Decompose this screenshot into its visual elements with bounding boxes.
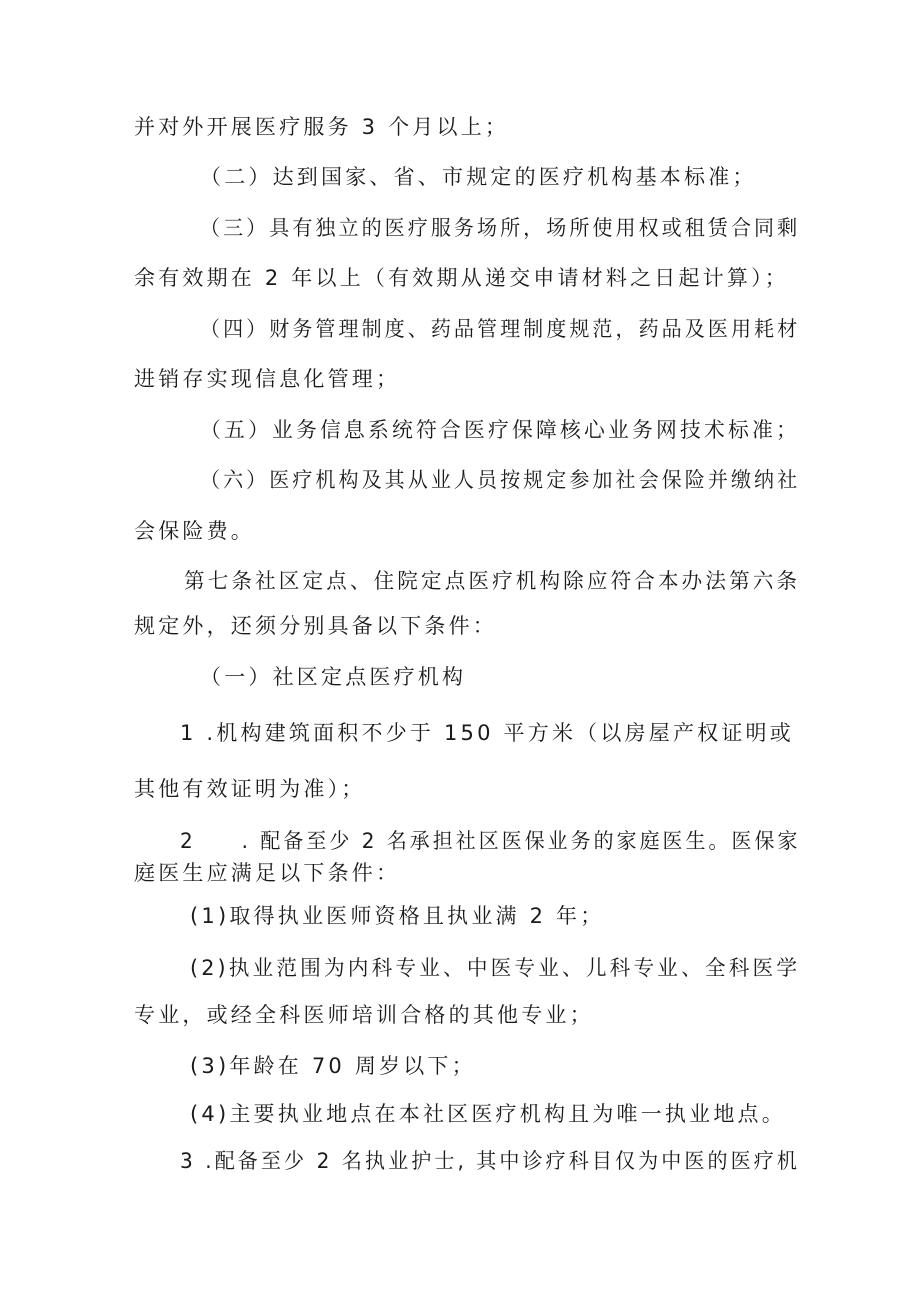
paragraph-line: 2 . 配备至少 2 名承担社区医保业务的家庭医生。医保家 [180, 829, 801, 853]
paragraph-line: （三）具有独立的医疗服务场所，场所使用权或租赁合同剩 [200, 216, 801, 240]
paragraph-line: 其他有效证明为准）； [134, 777, 366, 801]
paragraph-line: (2)执业范围为内科专业、中医专业、儿科专业、全科医学 [190, 956, 801, 980]
paragraph-line: 会保险费。 [134, 519, 255, 543]
paragraph-line: 规定外，还须分别具备以下条件： [134, 614, 497, 638]
paragraph-line: （六）医疗机构及其从业人员按规定参加社会保险并缴纳社 [200, 468, 801, 492]
paragraph-line: （五）业务信息系统符合医疗保障核心业务网技术标准； [200, 418, 800, 442]
paragraph-line: 庭医生应满足以下条件： [134, 861, 401, 885]
paragraph-line: 余有效期在 2 年以上（有效期从递交申请材料之日起计算）； [134, 266, 790, 290]
paragraph-line: （一）社区定点医疗机构 [200, 665, 467, 689]
paragraph-line: 进销存实现信息化管理； [134, 367, 401, 391]
paragraph-line: 第七条社区定点、住院定点医疗机构除应符合本办法第六条 [184, 569, 801, 593]
paragraph-line: （二）达到国家、省、市规定的医疗机构基本标准； [200, 165, 757, 189]
paragraph-line: （四）财务管理制度、药品管理制度规范，药品及医用耗材 [200, 317, 801, 341]
paragraph-line: 并对外开展医疗服务 3 个月以上； [134, 115, 510, 139]
paragraph-line: 3 .配备至少 2 名执业护士, 其中诊疗科目仅为中医的医疗机 [180, 1149, 800, 1173]
paragraph-line: (4)主要执业地点在本社区医疗机构且为唯一执业地点。 [190, 1102, 786, 1126]
paragraph-line: 专业，或经全科医师培训合格的其他专业； [134, 1003, 594, 1027]
paragraph-line: (1)取得执业医师资格且执业满 2 年； [190, 904, 605, 928]
paragraph-line: (3)年龄在 70 周岁以下； [190, 1054, 476, 1078]
paragraph-line: 1 .机构建筑面积不少于 150 平方米（以房屋产权证明或 [180, 721, 794, 745]
